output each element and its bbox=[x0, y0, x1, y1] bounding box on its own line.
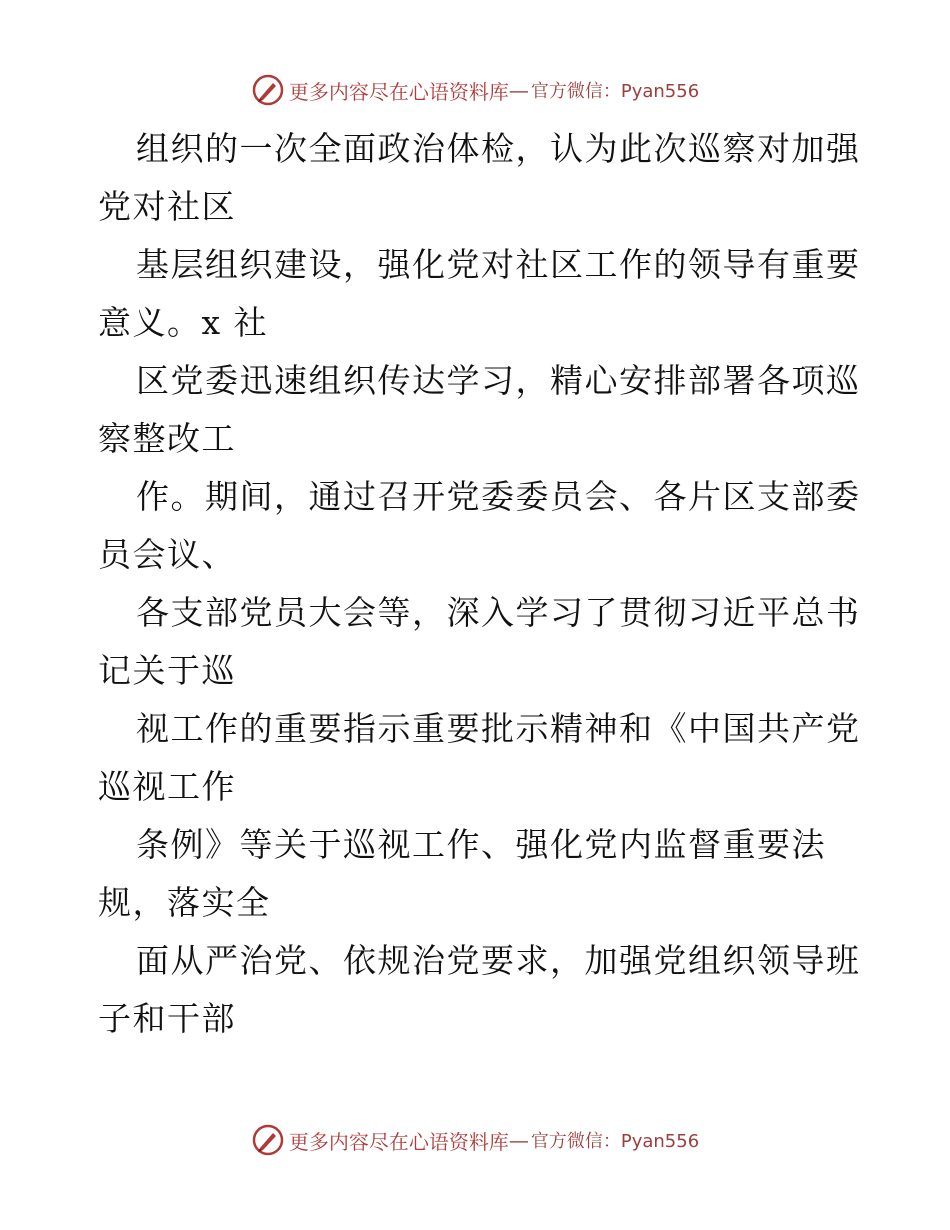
paragraph-line: 意义。x 社 bbox=[98, 303, 269, 342]
paragraph bbox=[98, 468, 861, 584]
footer-banner bbox=[0, 1120, 950, 1160]
paragraph-line: 各支部党员大会等，深入学习了贯彻习近平总书 bbox=[136, 593, 861, 632]
paragraph bbox=[98, 352, 861, 468]
banner-wechat-text: 官方微信：Pyan556 bbox=[530, 81, 700, 102]
paragraph-line: 子和干部 bbox=[98, 999, 236, 1038]
header-banner bbox=[0, 70, 950, 110]
pen-logo-icon bbox=[251, 1123, 285, 1157]
pen-logo-icon bbox=[251, 73, 285, 107]
document-body bbox=[98, 120, 861, 1048]
banner-brand-text: 更多内容尽在心语资料库 bbox=[288, 1129, 509, 1154]
paragraph-line: 党对社区 bbox=[98, 187, 236, 226]
banner-brand-text: 更多内容尽在心语资料库 bbox=[288, 79, 509, 104]
paragraph-line: 员会议、 bbox=[98, 535, 236, 574]
banner-separator: — bbox=[508, 1128, 529, 1152]
paragraph bbox=[98, 236, 861, 352]
paragraph-line: 基层组织建设，强化党对社区工作的领导有重要 bbox=[136, 245, 861, 284]
paragraph bbox=[98, 120, 861, 236]
paragraph bbox=[98, 584, 861, 700]
paragraph-line: 组织的一次全面政治体检，认为此次巡察对加强 bbox=[136, 129, 861, 168]
paragraph-line: 巡视工作 bbox=[98, 767, 236, 806]
paragraph-line: 作。期间，通过召开党委委员会、各片区支部委 bbox=[136, 477, 861, 516]
paragraph bbox=[98, 932, 861, 1048]
paragraph-line: 察整改工 bbox=[98, 419, 236, 458]
paragraph-line: 规，落实全 bbox=[98, 883, 271, 922]
paragraph bbox=[98, 816, 858, 932]
paragraph-line: 记关于巡 bbox=[98, 651, 236, 690]
paragraph bbox=[98, 700, 861, 816]
banner-wechat-text: 官方微信：Pyan556 bbox=[530, 1131, 700, 1152]
paragraph-line: 视工作的重要指示重要批示精神和《中国共产党 bbox=[136, 709, 861, 748]
paragraph-line: 区党委迅速组织传达学习，精心安排部署各项巡 bbox=[136, 361, 861, 400]
paragraph-line: 条例》等关于巡视工作、强化党内监督重要法 bbox=[136, 825, 826, 864]
paragraph-line: 面从严治党、依规治党要求，加强党组织领导班 bbox=[136, 941, 861, 980]
banner-separator: — bbox=[508, 78, 529, 102]
